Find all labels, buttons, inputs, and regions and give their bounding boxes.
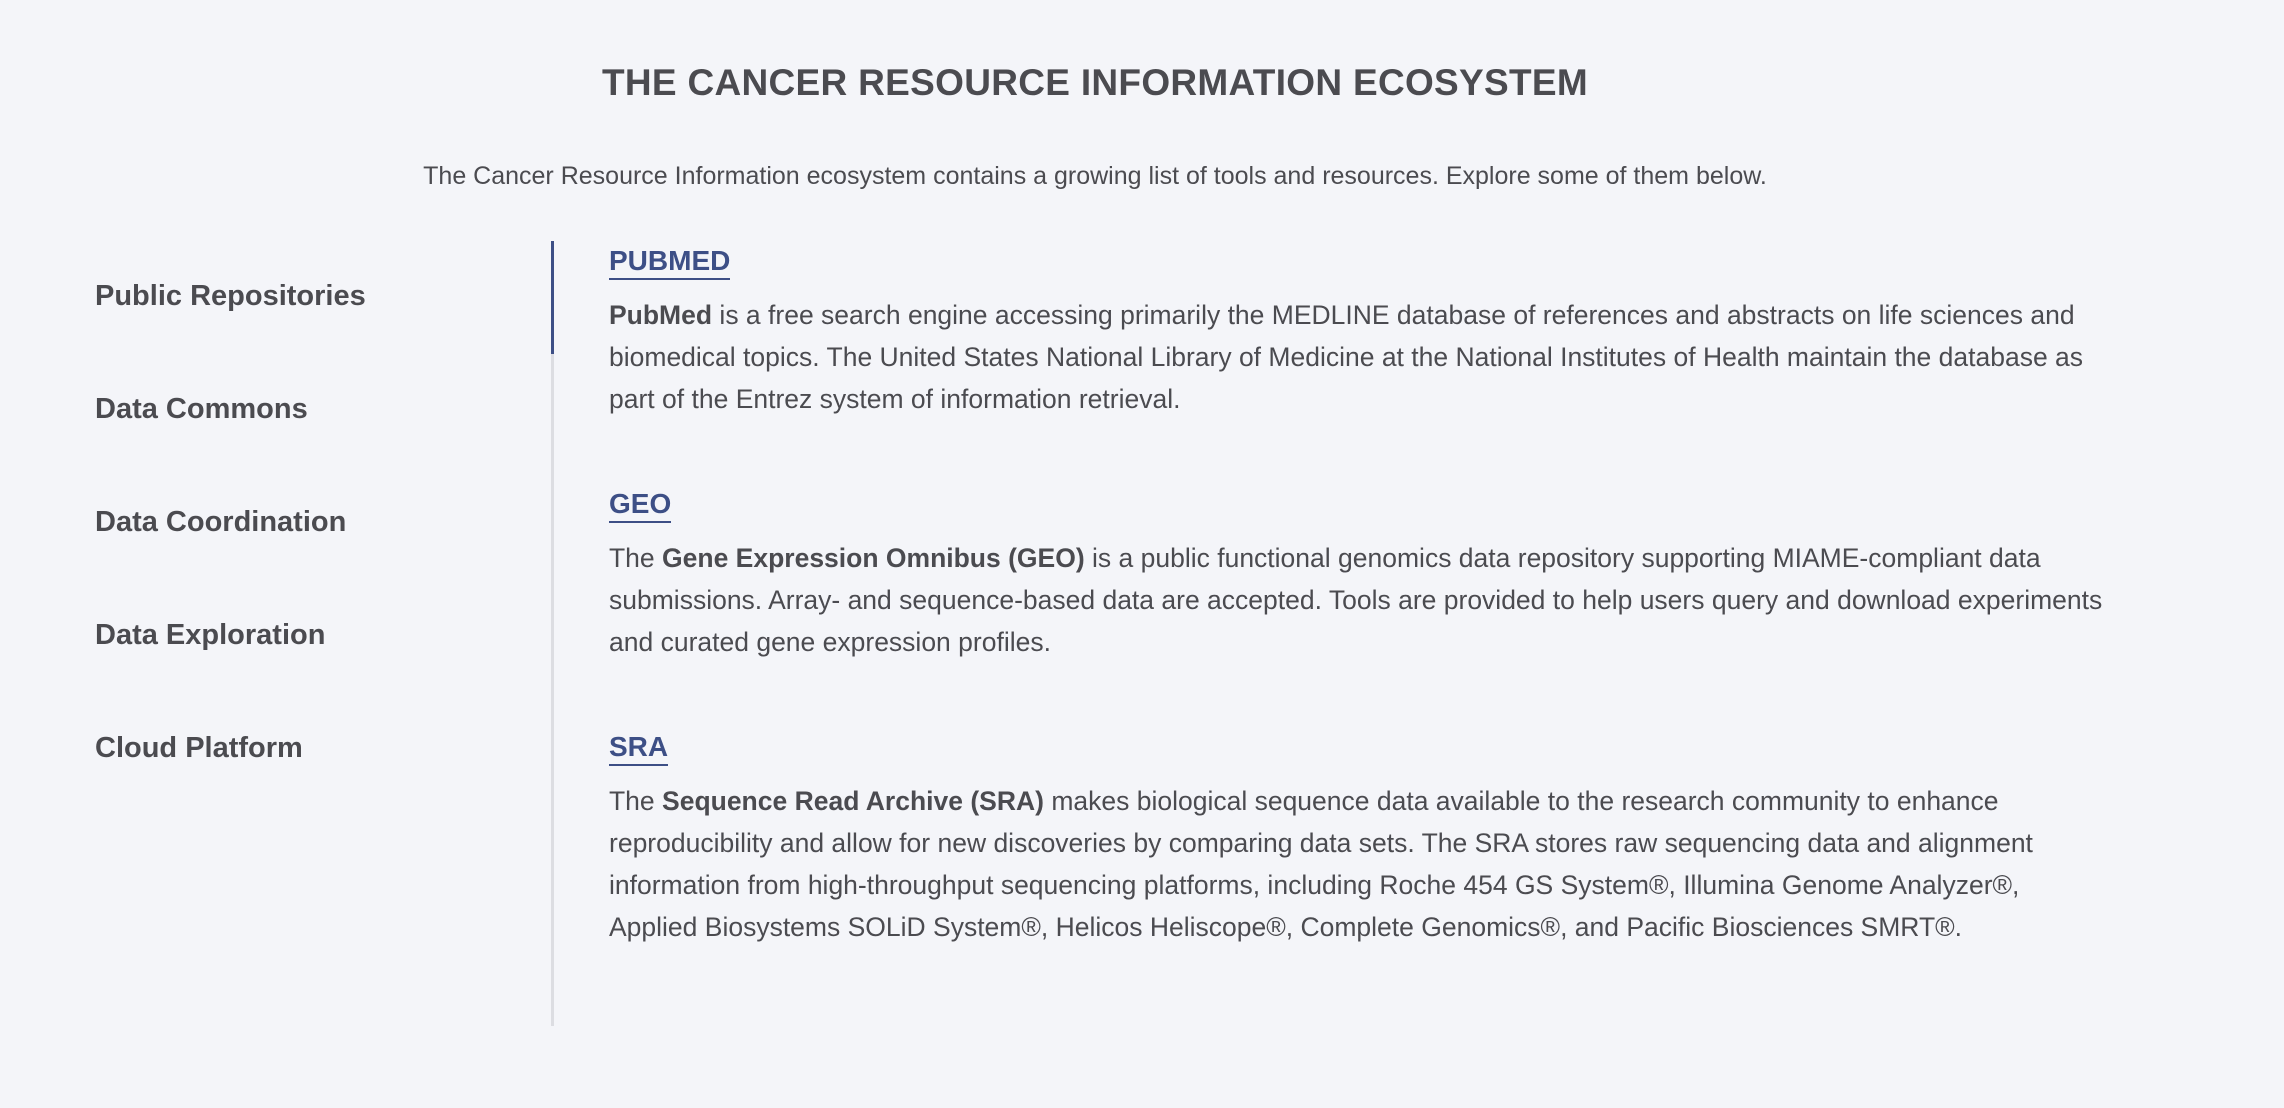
resource-desc-bold: PubMed bbox=[609, 300, 713, 330]
category-sidebar bbox=[95, 240, 545, 805]
sidebar-item-public-repositories[interactable]: Public Repositories bbox=[95, 280, 366, 312]
resource-desc-bold: Sequence Read Archive (SRA) bbox=[662, 786, 1044, 816]
resource-desc-bold: Gene Expression Omnibus (GEO) bbox=[662, 543, 1085, 573]
sidebar-item-data-coordination[interactable]: Data Coordination bbox=[95, 506, 347, 538]
resource-desc-prefix: The bbox=[609, 543, 663, 573]
resource-description bbox=[609, 537, 2109, 663]
resource-item-geo bbox=[609, 487, 2109, 663]
resource-desc-rest: is a free search engine accessing primarily the MEDLINE database of references and abstracts on life sciences and biomedical topics. The United States National Library of Medicine at the National Institutes of Health maintain the database as part of the Entrez system of information retrieval. bbox=[609, 300, 2084, 414]
resource-list bbox=[609, 244, 2109, 1015]
sidebar-item-data-exploration[interactable]: Data Exploration bbox=[95, 619, 326, 651]
active-tab-indicator bbox=[551, 241, 554, 354]
resource-desc-rest: makes biological sequence data available to the research community to enhance reproducibility and allow for new discoveries by comparing data sets. The SRA stores raw sequencing data and alignment information from high-throughput sequencing platforms, including Roche 454 GS System®, Illumina Genome Analyzer®, Applied Biosystems SOLiD System®, Helicos Heliscope®, Complete Genomics®, and Pacific Biosciences SMRT®. bbox=[609, 786, 2033, 942]
resource-item-pubmed bbox=[609, 244, 2109, 420]
sidebar-item-data-commons[interactable]: Data Commons bbox=[95, 393, 308, 425]
resource-title-link[interactable]: GEO bbox=[609, 487, 671, 523]
resource-desc-prefix: The bbox=[609, 786, 663, 816]
sidebar-divider bbox=[551, 241, 554, 1026]
resource-desc-rest: is a public functional genomics data repository supporting MIAME-compliant data submissions. Array- and sequence-based data are accepted. Tools are provided to help users query and download experiments and curated gene expression profiles. bbox=[609, 543, 2103, 657]
resource-title-link[interactable]: PUBMED bbox=[609, 244, 730, 280]
page-subtitle: The Cancer Resource Information ecosystem contains a growing list of tools and resources. Explore some of them below. bbox=[423, 162, 1767, 190]
page-title: THE CANCER RESOURCE INFORMATION ECOSYSTEM bbox=[602, 62, 1588, 103]
resource-item-sra bbox=[609, 730, 2109, 948]
resource-description bbox=[609, 780, 2109, 948]
resource-description bbox=[609, 294, 2109, 420]
resource-title-link[interactable]: SRA bbox=[609, 730, 668, 766]
sidebar-item-cloud-platform[interactable]: Cloud Platform bbox=[95, 732, 303, 764]
